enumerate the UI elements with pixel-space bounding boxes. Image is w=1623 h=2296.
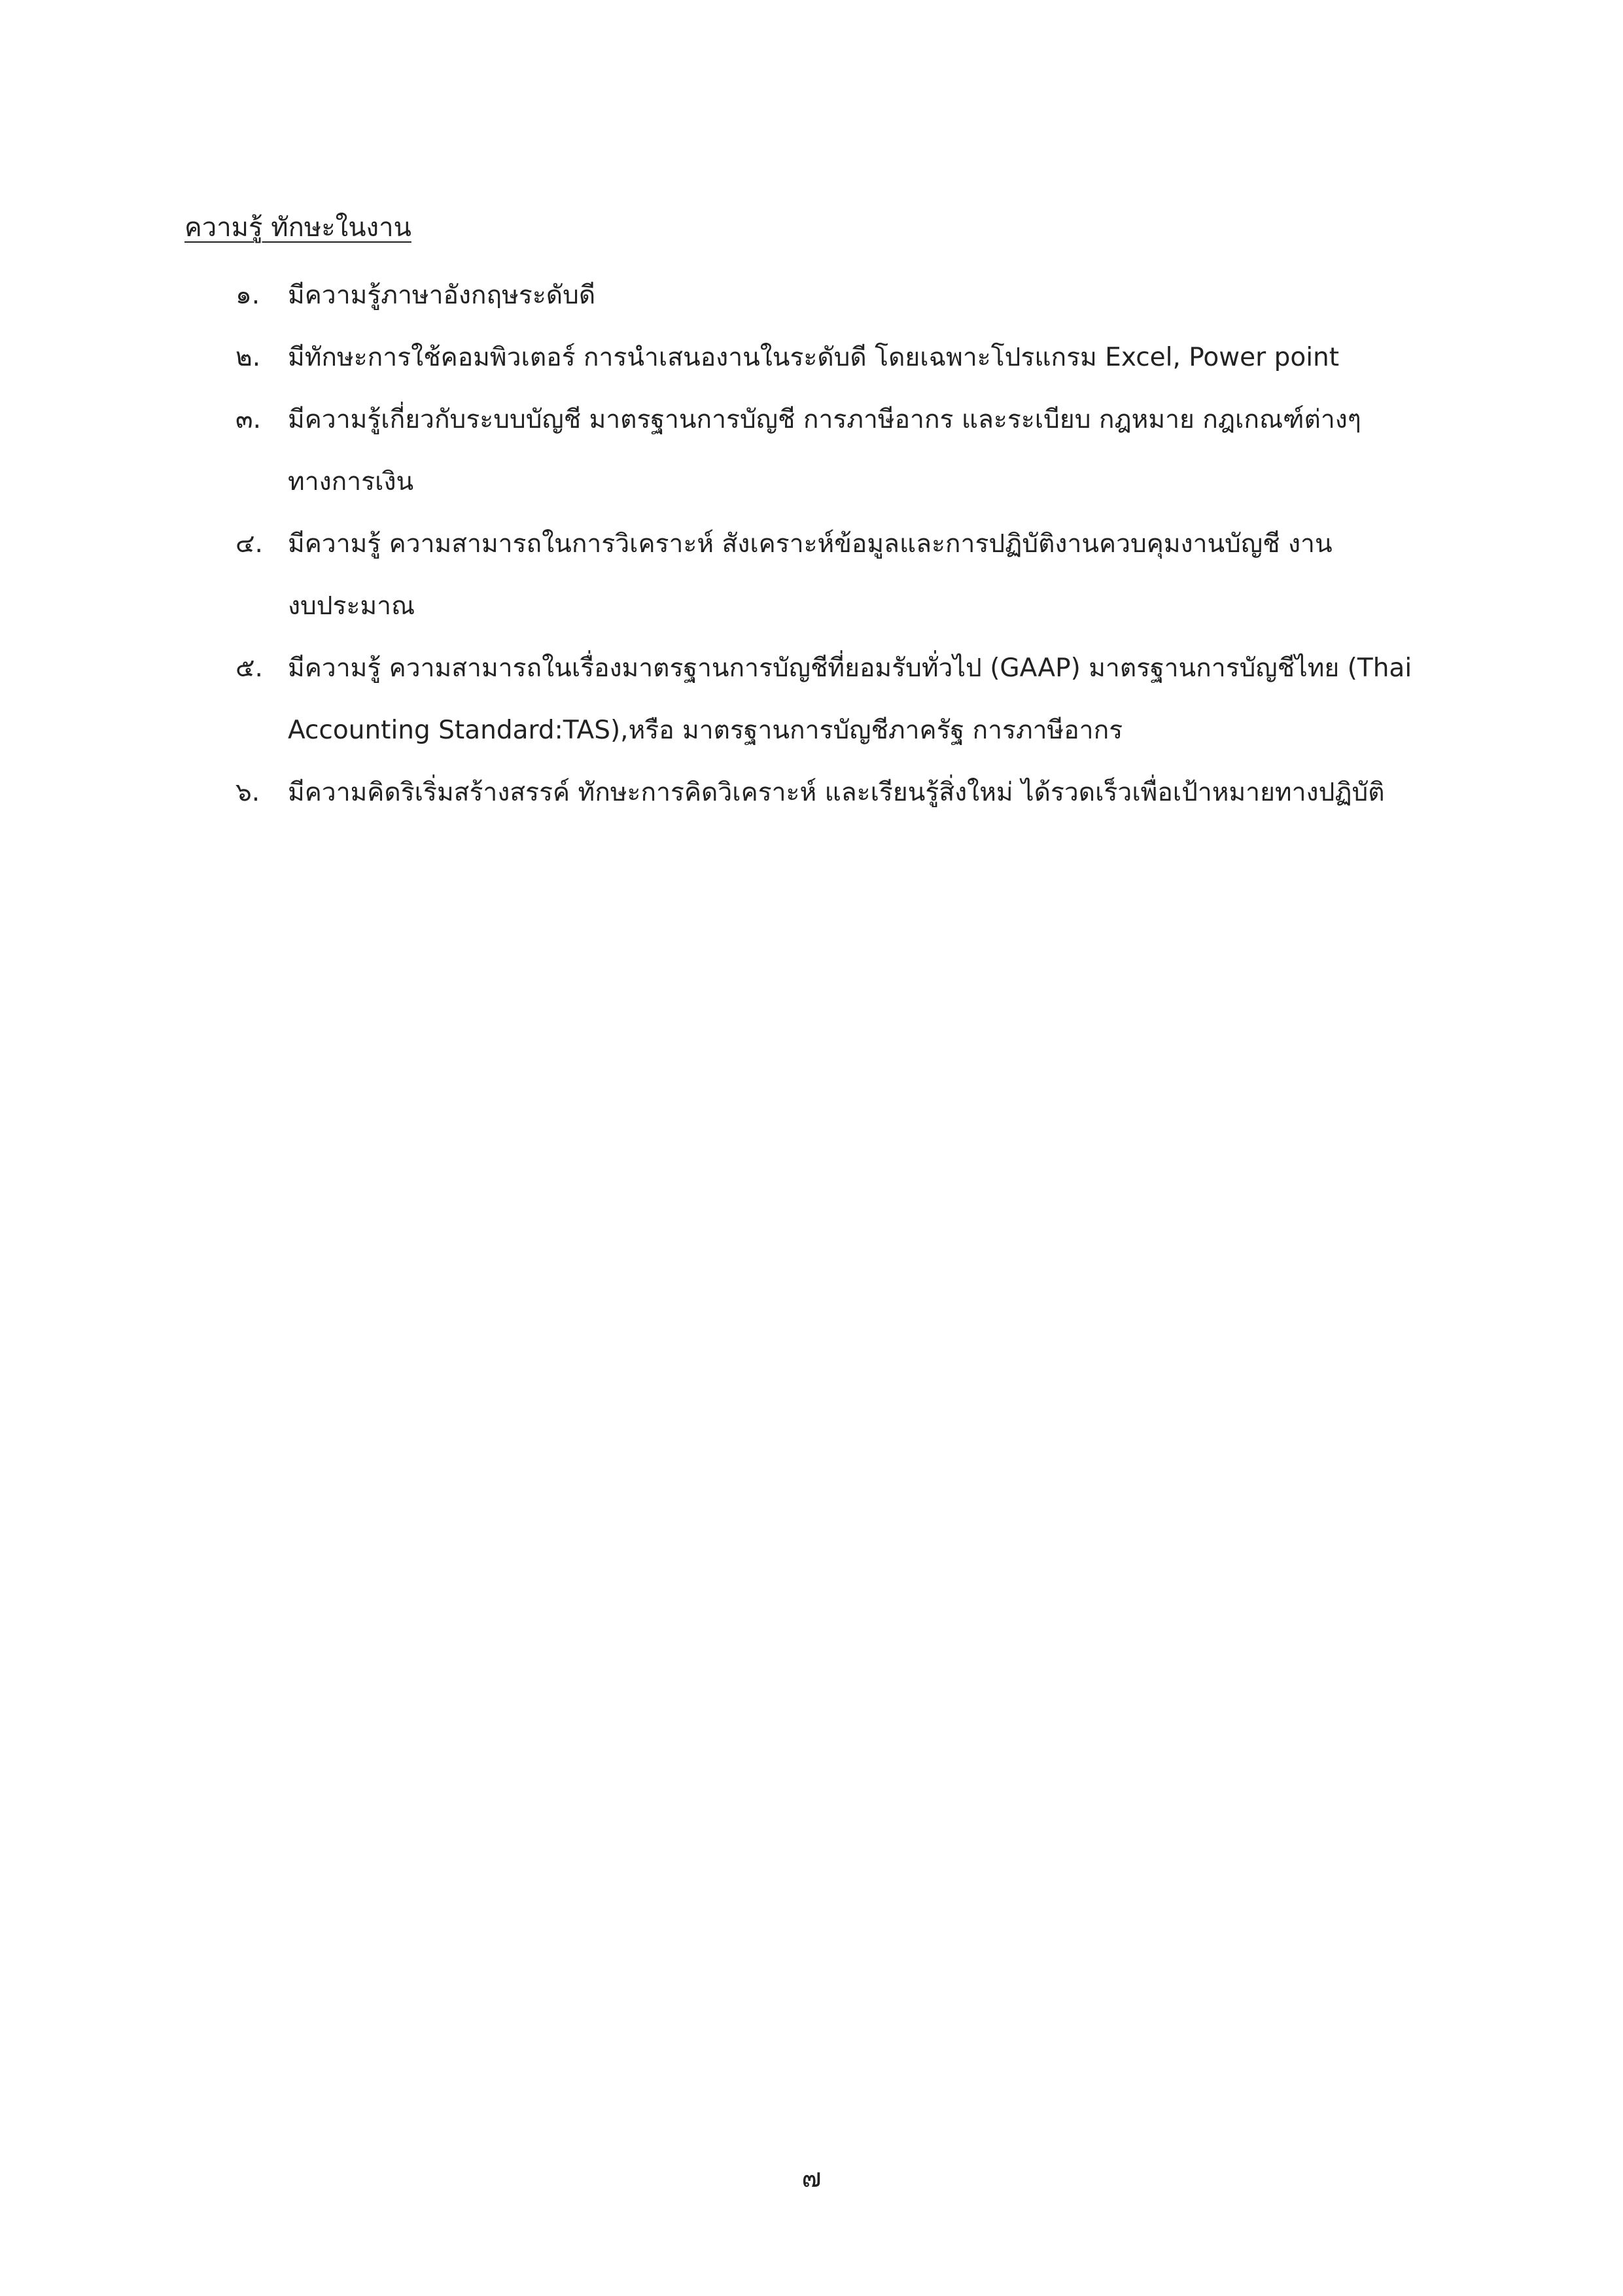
list-item-number: ๖. [236,778,260,807]
list-item-text: มีความรู้ ความสามารถในเรื่องมาตรฐานการบัญชีที่ยอมรับทั่วไป (GAAP) มาตรฐานการบัญชีไทย (Thai [288,653,1412,683]
list-item [236,389,1518,513]
list-item-text: มีความคิดริเริ่มสร้างสรรค์ ทักษะการคิดวิเคราะห์ และเรียนรู้สิ่งใหม่ ได้รวดเร็วเพื่อเป้าหมายทางปฏิบัติ [288,778,1385,807]
list-item-text: มีความรู้เกี่ยวกับระบบบัญชี มาตรฐานการบัญชี การภาษีอากร และระเบียบ กฎหมาย กฎเกณฑ์ต่างๆ [288,405,1361,434]
list-item-number: ๕. [236,653,263,683]
list-item-number: ๒. [236,343,261,372]
list-item-text-continued: Accounting Standard:TAS),หรือ มาตรฐานการบัญชีภาครัฐ การภาษีอากร [288,716,1123,745]
list-item [236,761,1518,824]
list-item-number: ๓. [236,405,262,434]
section-heading: ความรู้ ทักษะในงาน [184,213,411,243]
list-item-number: ๔. [236,529,263,559]
list-item-text-continued: ทางการเงิน [288,467,414,496]
list-item-number: ๑. [236,281,260,310]
list-item-text: มีความรู้ภาษาอังกฤษระดับดี [288,281,596,310]
list-item [236,513,1518,637]
list-item [236,637,1518,761]
list-item-text: มีความรู้ ความสามารถในการวิเคราะห์ สังเคราะห์ข้อมูลและการปฏิบัติงานควบคุมงานบัญชี งาน [288,529,1333,559]
page-number: ๗ [801,2163,822,2193]
list-item [236,264,1518,326]
list-item-text-continued: งบประมาณ [288,591,415,621]
list-item [236,326,1518,389]
list-item-text: มีทักษะการใช้คอมพิวเตอร์ การนำเสนองานในระดับดี โดยเฉพาะโปรแกรม Excel, Power point [288,343,1340,372]
